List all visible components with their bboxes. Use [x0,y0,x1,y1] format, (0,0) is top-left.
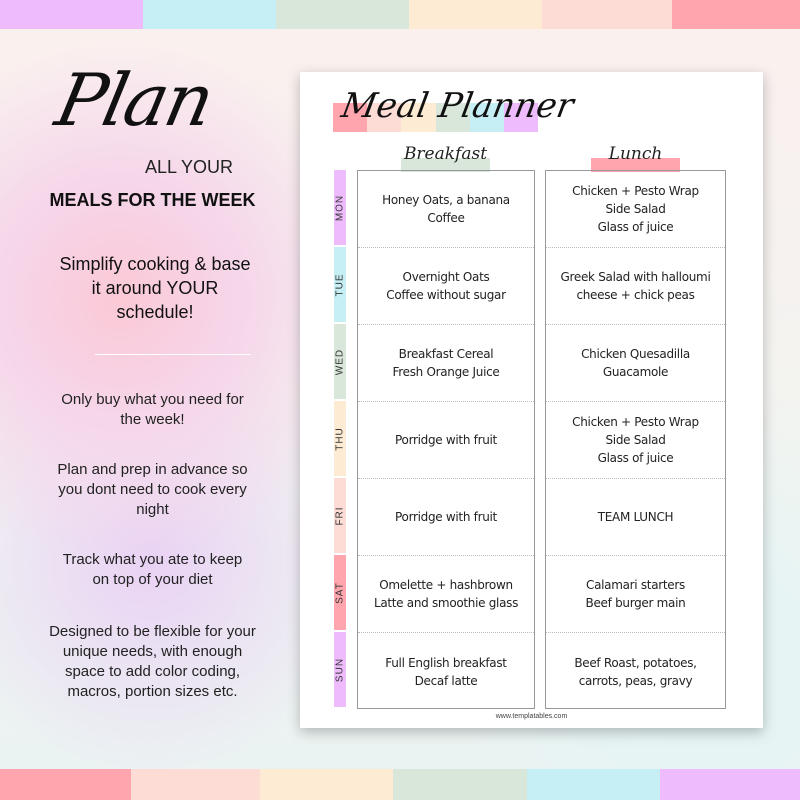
day-label: THU [334,426,346,451]
lunch-cell: Greek Salad with halloumi cheese + chick peas [546,248,725,325]
day-fri [334,478,346,553]
day-label: WED [334,348,346,375]
breakfast-cell: Omelette + hashbrown Latte and smoothie glass [358,556,534,633]
lunch-cell: Beef Roast, potatoes, carrots, peas, gravy [574,655,697,688]
day-label: MON [334,194,346,221]
breakfast-column [357,170,535,709]
lunch-cell: Chicken + Pesto Wrap Side Salad Glass of juice [546,171,725,248]
day-label: SUN [334,657,346,682]
top-color-stripes [0,0,800,29]
lunch-column [545,170,726,709]
breakfast-cell: Porridge with fruit [358,402,534,479]
breakfast-cell: Full English breakfast Decaf latte [385,655,507,688]
point-3: Track what you ate to keep on top of your diet [62,551,243,588]
meals-for-week-heading: MEALS FOR THE WEEK [49,190,256,210]
breakfast-cell: Breakfast Cereal Fresh Orange Juice [358,325,534,402]
day-thu [334,401,346,476]
day-mon [334,170,346,245]
all-your-text: ALL YOUR [145,157,234,177]
lunch-cell: Chicken Quesadilla Guacamole [546,325,725,402]
point-2: Plan and prep in advance so you dont need to cook every night [57,461,248,518]
breakfast-cell: Honey Oats, a banana Coffee [358,171,534,248]
lunch-header-label: Lunch [608,144,663,164]
plan-script-heading: Plan [49,58,220,142]
day-label: SAT [334,581,346,604]
breakfast-cell: Porridge with fruit [358,479,534,556]
lunch-cell: Calamari starters Beef burger main [546,556,725,633]
breakfast-cell: Overnight Oats Coffee without sugar [358,248,534,325]
point-1: Only buy what you need for the week! [61,391,244,428]
day-wed [334,324,346,399]
meal-planner-page [300,72,763,728]
lunch-cell: Chicken + Pesto Wrap Side Salad Glass of juice [546,402,725,479]
day-label: TUE [334,273,346,296]
bottom-color-stripes [0,769,800,800]
day-label: FRI [334,505,346,526]
day-sat [334,555,346,630]
divider [95,354,251,355]
day-tue [334,247,346,322]
footer-url: www.templatables.com [495,713,568,720]
planner-title: Meal Planner [338,86,577,126]
day-labels [334,170,346,709]
simplify-text: Simplify cooking & base it around YOUR schedule! [59,254,251,322]
lunch-cell: TEAM LUNCH [546,479,725,556]
breakfast-header-label: Breakfast [403,144,488,164]
day-sun [334,632,346,707]
point-4: Designed to be flexible for your unique needs, with enough space to add color coding, macros, portion sizes etc. [49,623,256,700]
